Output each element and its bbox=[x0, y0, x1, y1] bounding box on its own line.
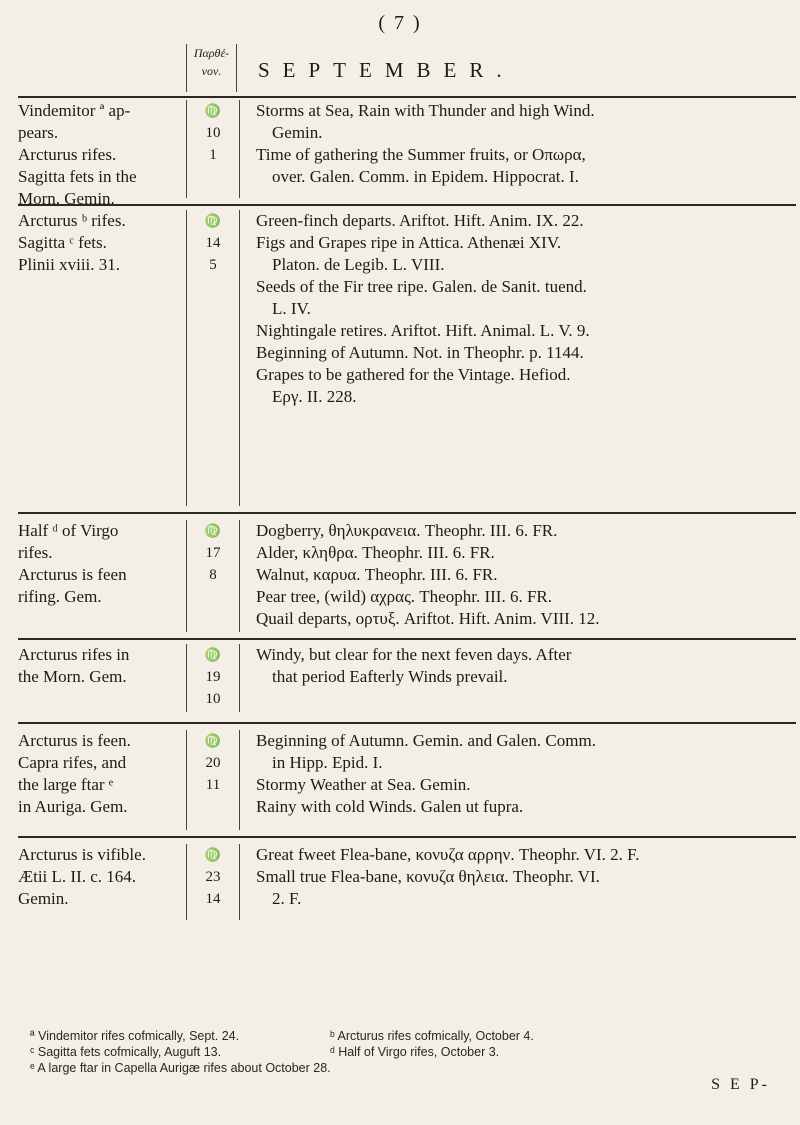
observation-line: Green-finch departs. Ariftot. Hift. Anim. IX. 22. bbox=[256, 211, 584, 230]
observations bbox=[256, 730, 796, 818]
virgo-sign-icon: ♍ bbox=[204, 523, 222, 538]
observation-line: Storms at Sea, Rain with Thunder and high Wind. bbox=[256, 101, 595, 120]
virgo-sign-icon: ♍ bbox=[204, 733, 222, 748]
observation-line: Beginning of Autumn. Gemin. and Galen. Comm. bbox=[256, 731, 596, 750]
virgo-sign-icon: ♍ bbox=[204, 103, 222, 118]
observation-line: Small true Flea-bane, κονυζα θηλεια. Theophr. VI. bbox=[256, 867, 600, 886]
column-header-line-2: νον. bbox=[201, 64, 222, 78]
observations bbox=[256, 644, 796, 688]
table-rule bbox=[18, 722, 796, 724]
footnote-row bbox=[30, 1060, 770, 1076]
table-rule bbox=[18, 638, 796, 640]
day-number: 20 bbox=[205, 755, 221, 771]
day-number: 11 bbox=[205, 777, 221, 793]
calendar-entry bbox=[18, 210, 796, 506]
observation-line: Figs and Grapes ripe in Attica. Athenæi XIV. bbox=[256, 233, 562, 252]
observation-line: Dogberry, θηλυκρανεια. Theophr. III. 6. FR. bbox=[256, 521, 558, 540]
observations bbox=[256, 100, 796, 188]
observation-line: Nightingale retires. Ariftot. Hift. Animal. L. V. 9. bbox=[256, 321, 590, 340]
observation-line: Walnut, καρυα. Theophr. III. 6. FR. bbox=[256, 565, 498, 584]
calendar-entry bbox=[18, 100, 796, 208]
calendar-entry bbox=[18, 844, 796, 920]
observation-line: 2. F. bbox=[272, 889, 302, 908]
day-number: 14 bbox=[205, 235, 221, 251]
day-number: 23 bbox=[205, 869, 221, 885]
day-column bbox=[186, 520, 240, 632]
day-number: 10 bbox=[205, 125, 221, 141]
day-number: 10 bbox=[205, 691, 221, 707]
observation-line: in Hipp. Epid. I. bbox=[272, 753, 383, 772]
footnote: ᵉ A large ftar in Capella Aurigæ rifes about October 28. bbox=[30, 1061, 331, 1075]
observation-line: Time of gathering the Summer fruits, or Oπωρα, bbox=[256, 145, 586, 164]
day-number: 14 bbox=[205, 891, 221, 907]
calendar-entry bbox=[18, 730, 796, 830]
observation-line: Pear tree, (wild) αχρας. Theophr. III. 6. FR. bbox=[256, 587, 552, 606]
observation-line: L. IV. bbox=[272, 299, 311, 318]
observations bbox=[256, 210, 796, 408]
day-number: 19 bbox=[205, 669, 221, 685]
footnote: ᵇ Arcturus rifes cofmically, October 4. bbox=[330, 1029, 534, 1043]
footnote: ᶜ Sagitta fets cofmically, Auguft 13. bbox=[30, 1045, 222, 1059]
column-header-line-1: Παρθέ- bbox=[193, 46, 230, 60]
month-title: SEPTEMBER. bbox=[258, 58, 515, 82]
virgo-sign-icon: ♍ bbox=[204, 213, 222, 228]
page-number: ( 7 ) bbox=[378, 12, 422, 34]
observation-line: Great fweet Flea-bane, κονυζα αρρην. Theophr. VI. 2. F. bbox=[256, 845, 640, 864]
virgo-sign-icon: ♍ bbox=[204, 847, 222, 862]
table-rule bbox=[18, 512, 796, 514]
calendar-entry bbox=[18, 520, 796, 632]
observation-line: Beginning of Autumn. Not. in Theophr. p. 1144. bbox=[256, 343, 584, 362]
observation-line: Gemin. bbox=[272, 123, 323, 142]
day-number: 8 bbox=[209, 567, 217, 583]
observation-line: Windy, but clear for the next feven days. After bbox=[256, 645, 572, 664]
astronomical-event: Arcturus rifes in the Morn. Gem. bbox=[18, 645, 130, 686]
table-rule bbox=[18, 204, 796, 206]
table-rule bbox=[18, 836, 796, 838]
column-header-parthenon bbox=[186, 44, 237, 92]
astronomical-event: Vindemitor ª ap- pears. Arcturus rifes. Sagitta fets in the Morn. Gemin. bbox=[18, 101, 137, 208]
observation-line: Stormy Weather at Sea. Gemin. bbox=[256, 775, 471, 794]
footnote-row bbox=[30, 1044, 770, 1060]
catchword: S E P- bbox=[711, 1076, 770, 1093]
virgo-sign-icon: ♍ bbox=[204, 647, 222, 662]
observation-line: Alder, κληθρα. Theophr. III. 6. FR. bbox=[256, 543, 495, 562]
day-column bbox=[186, 844, 240, 920]
observations bbox=[256, 844, 796, 910]
observation-line: Εργ. II. 228. bbox=[272, 387, 357, 406]
astronomical-event: Arcturus is vifible. Ætii L. II. c. 164. Gemin. bbox=[18, 845, 146, 908]
astronomical-event: Half ᵈ of Virgo rifes. Arcturus is feen rifing. Gem. bbox=[18, 521, 127, 606]
day-number: 1 bbox=[209, 147, 217, 163]
footnote: ᵈ Half of Virgo rifes, October 3. bbox=[330, 1045, 500, 1059]
observations bbox=[256, 520, 796, 630]
footnote-row bbox=[30, 1028, 770, 1044]
observation-line: over. Galen. Comm. in Epidem. Hippocrat. I. bbox=[272, 167, 579, 186]
calendar-entry bbox=[18, 644, 796, 712]
footnote: ª Vindemitor rifes cofmically, Sept. 24. bbox=[30, 1029, 240, 1043]
day-column bbox=[186, 644, 240, 712]
day-column bbox=[186, 730, 240, 830]
day-column bbox=[186, 210, 240, 506]
observation-line: Platon. de Legib. L. VIII. bbox=[272, 255, 445, 274]
observation-line: Seeds of the Fir tree ripe. Galen. de Sanit. tuend. bbox=[256, 277, 587, 296]
observation-line: Grapes to be gathered for the Vintage. Hefiod. bbox=[256, 365, 571, 384]
astronomical-event: Arcturus ᵇ rifes. Sagitta ᶜ fets. Plinii xviii. 31. bbox=[18, 211, 126, 274]
day-number: 17 bbox=[205, 545, 221, 561]
footnotes bbox=[30, 1028, 770, 1076]
day-number: 5 bbox=[209, 257, 217, 273]
observation-line: Quail departs, ορτυξ. Ariftot. Hift. Anim. VIII. 12. bbox=[256, 609, 600, 628]
table-rule bbox=[18, 96, 796, 98]
astronomical-event: Arcturus is feen. Capra rifes, and the large ftar ᵉ in Auriga. Gem. bbox=[18, 731, 131, 816]
observation-line: Rainy with cold Winds. Galen ut fupra. bbox=[256, 797, 524, 816]
day-column bbox=[186, 100, 240, 198]
observation-line: that period Eafterly Winds prevail. bbox=[272, 667, 508, 686]
